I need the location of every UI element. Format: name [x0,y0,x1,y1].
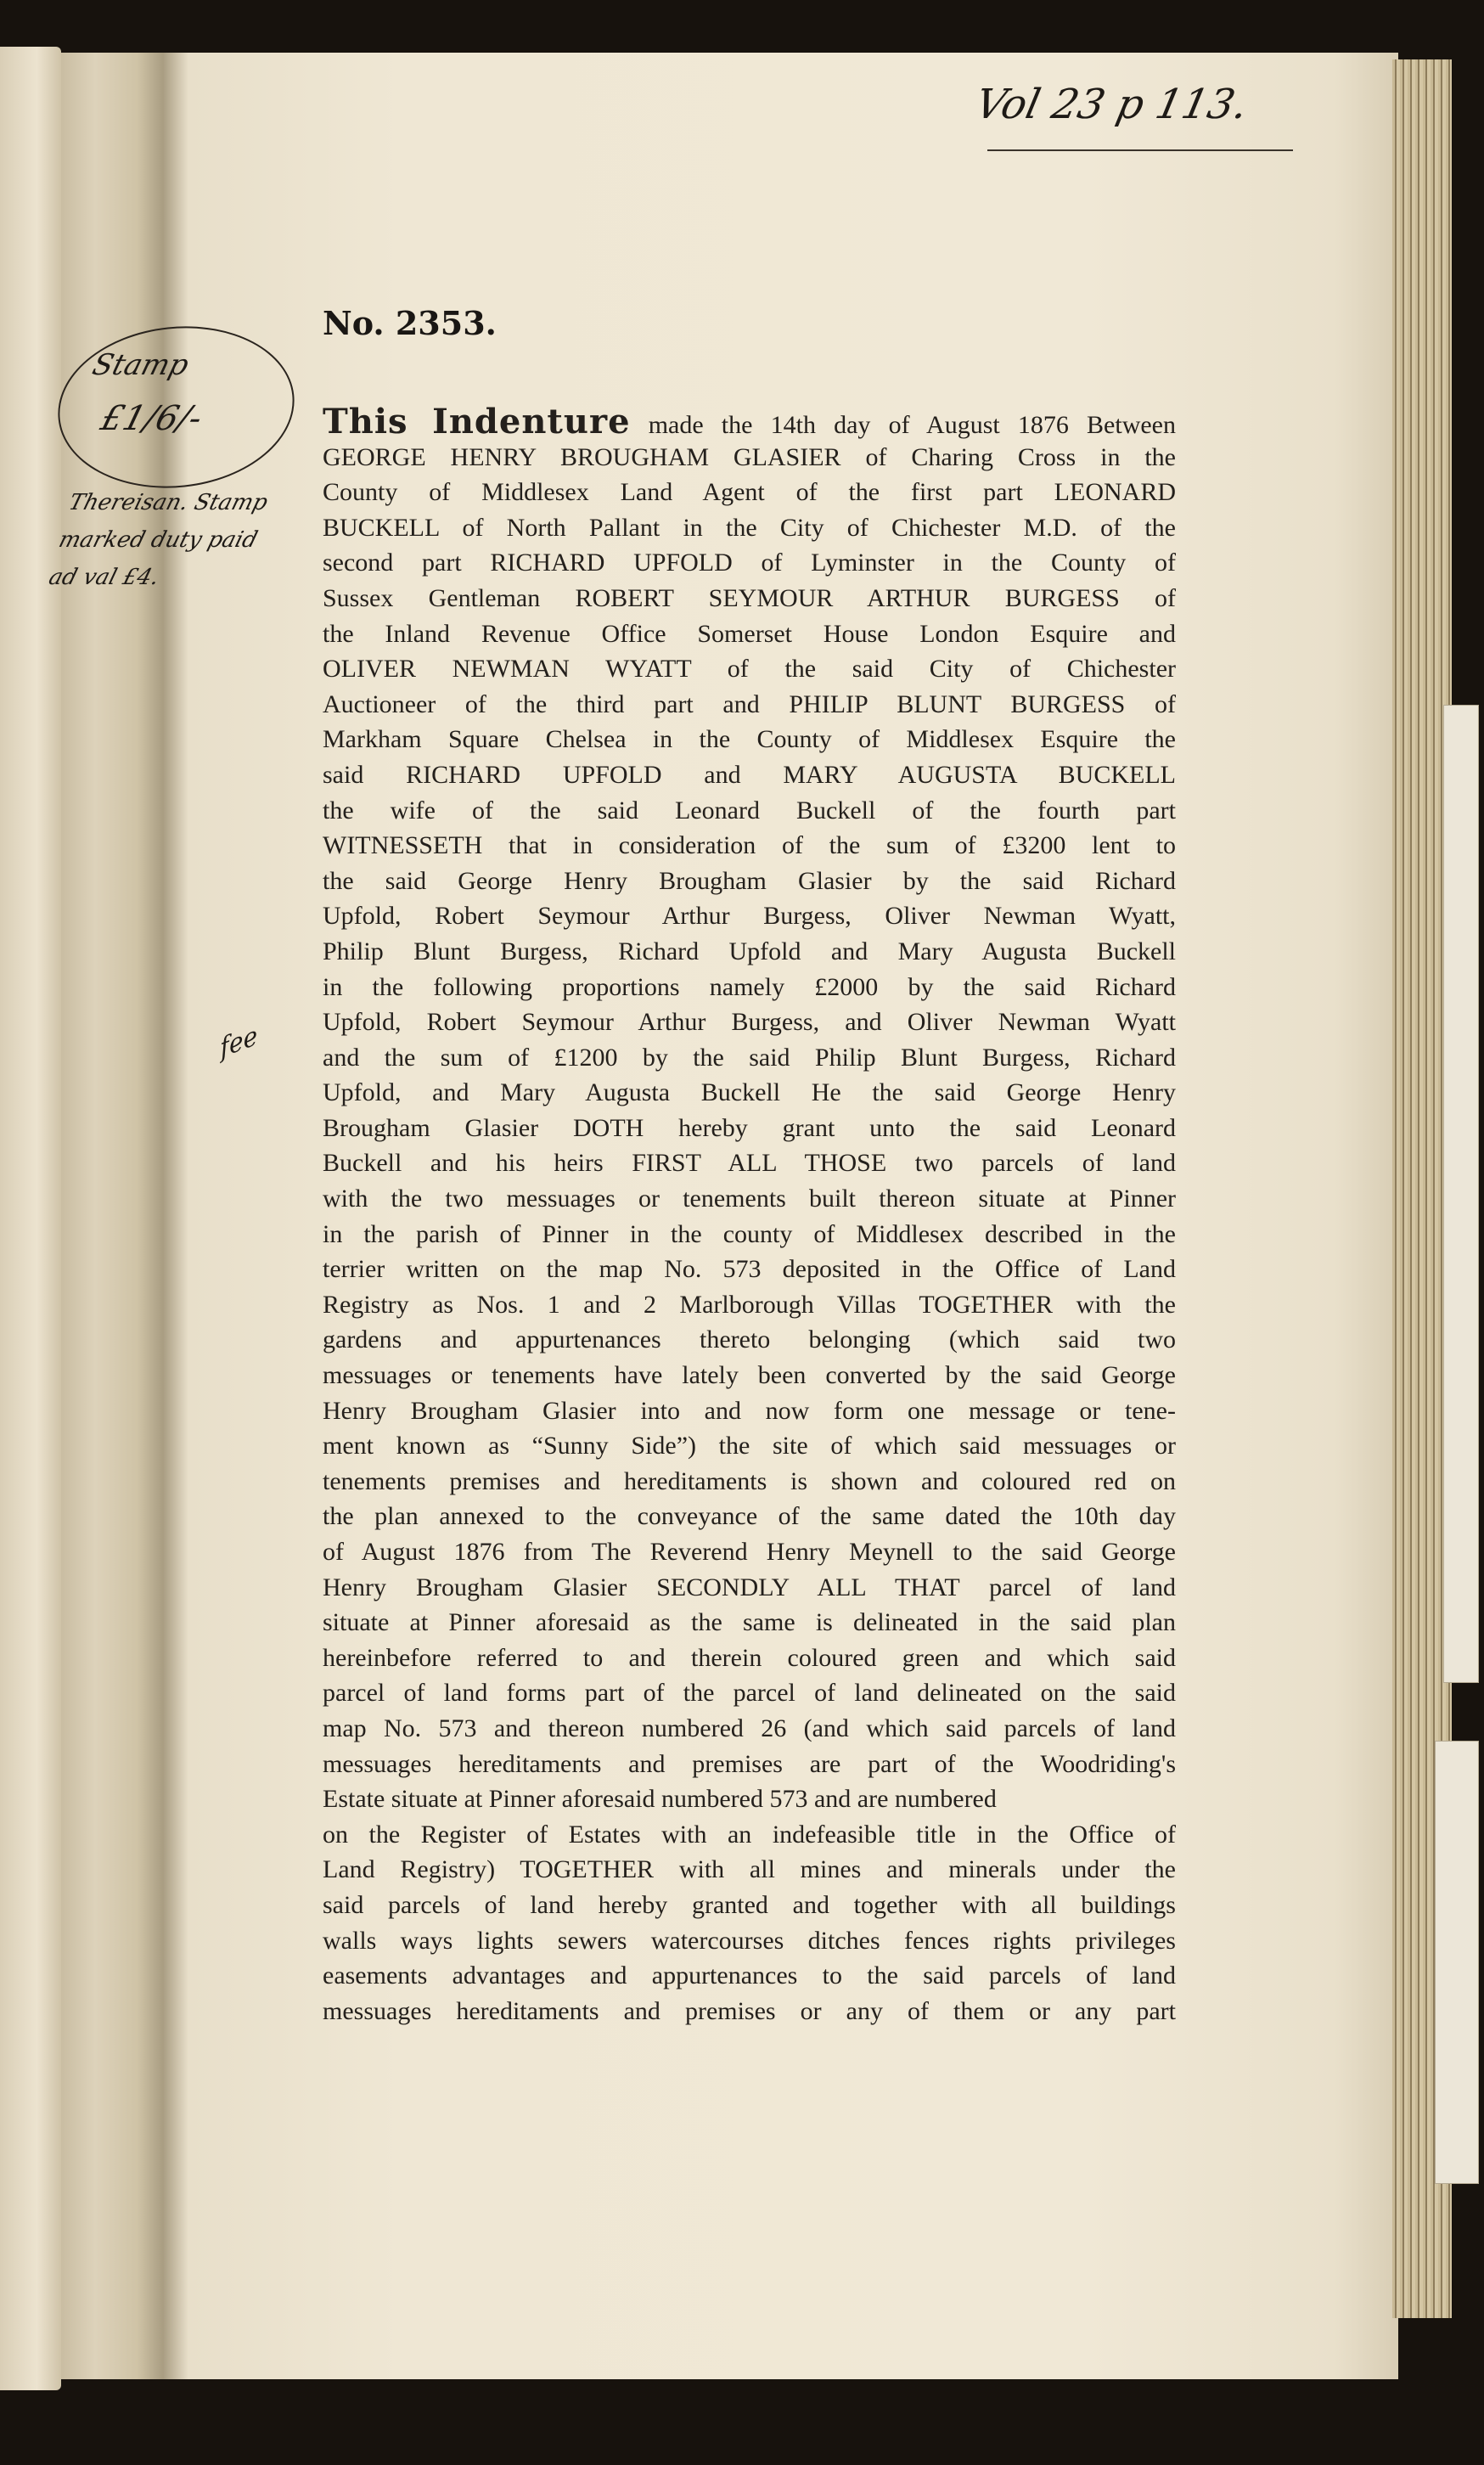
deed-line-text: tenements premises and hereditaments is shown and coloured red on [323,1466,1176,1495]
deed-line [323,1040,1176,1076]
deed-line-text: Henry Brougham Glasier SECONDLY ALL THAT parcel of land [323,1573,1176,1601]
deed-line-text: the wife of the said Leonard Buckell of the fourth part [323,796,1176,824]
deed-line [323,545,1176,581]
deed-line [323,1534,1176,1570]
deed-line-text: Sussex Gentleman ROBERT SEYMOUR ARTHUR BURGESS of [323,583,1176,612]
deed-line [323,970,1176,1005]
deed-line [323,1711,1176,1747]
deed-line-text: Markham Square Chelsea in the County of Middlesex Esquire the [323,725,1176,754]
deed-line-text: made the 14th day of August 1876 Between [648,411,1177,439]
deed-line-text: GEORGE HENRY BROUGHAM GLASIER of Charing Cross in the [323,442,1176,471]
deed-line-text: easements advantages and appurtenances to the said parcels of land [323,1961,1176,1990]
deed-line [323,1358,1176,1393]
deed-line-text: of August 1876 from The Reverend Henry Meynell to the said George [323,1538,1176,1566]
deed-line [323,898,1176,934]
deed-line-text: Upfold, and Mary Augusta Buckell He the said George Henry [323,1078,1176,1107]
deed-line [323,1145,1176,1181]
deed-line [323,616,1176,652]
deed-line-text: gardens and appurtenances thereto belonging (which said two [323,1325,1176,1354]
deed-line-text: with the two messuages or tenements built thereon situate at Pinner [323,1185,1176,1213]
deed-line [323,475,1176,510]
deed-line-text: Estate situate at Pinner aforesaid numbered 573 and are numbered [323,1785,997,1814]
deed-line-text: the said George Henry Brougham Glasier by the said Richard [323,866,1176,895]
stamp-note [44,484,272,596]
deed-line [323,1217,1176,1252]
reference-underline [987,149,1293,151]
deed-line-text: ment known as “Sunny Side”) the site of which said messuages or [323,1432,1176,1460]
deed-line [323,1111,1176,1146]
volume-reference: Vol 23 p 113. [971,81,1252,128]
deed-line-text: messuages or tenements have lately been converted by the said George [323,1361,1176,1390]
deed-line-text: Philip Blunt Burgess, Richard Upfold and Mary Augusta Buckell [323,937,1176,965]
deed-line-text: Registry as Nos. 1 and 2 Marlborough Villas TOGETHER with the [323,1290,1176,1319]
deed-line [323,1499,1176,1534]
deed-line-text: OLIVER NEWMAN WYATT of the said City of Chichester [323,655,1176,684]
deed-line [323,1994,1176,2029]
deed-line [323,1075,1176,1111]
deed-line [323,1817,1176,1853]
deed-line-text: the plan annexed to the conveyance of the same dated the 10th day [323,1502,1176,1531]
deed-line [323,1322,1176,1358]
deed-line-text: Brougham Glasier DOTH hereby grant unto the said Leonard [323,1113,1176,1142]
deed-line-text: Land Registry) TOGETHER with all mines and minerals under the [323,1855,1176,1884]
opening-words: This Indenture [323,402,631,442]
deed-line-text: Auctioneer of the third part and PHILIP BLUNT BURGESS of [323,689,1176,718]
stamp-note-line: marked duty paid [55,527,261,553]
deed-line-text: BUCKELL of North Pallant in the City of Chichester M.D. of the [323,513,1176,542]
deed-line-text: map No. 573 and thereon numbered 26 (and which said parcels of land [323,1714,1176,1742]
deed-line-text: WITNESSETH that in consideration of the sum of £3200 lent to [323,831,1176,860]
deed-line-text: second part RICHARD UPFOLD of Lyminster in the County of [323,549,1176,577]
deed-line [323,581,1176,616]
deed-line [323,1781,1176,1817]
deed-line [323,1958,1176,1994]
deed-line [323,1888,1176,1923]
deed-line [323,793,1176,829]
facing-page-edge [0,47,61,2390]
deed-line [323,1570,1176,1606]
deed-line [323,1852,1176,1888]
deed-line-text: said RICHARD UPFOLD and MARY AUGUSTA BUCKELL [323,760,1176,789]
deed-line [323,1005,1176,1040]
deed-line [323,1923,1176,1959]
deed-line [323,510,1176,546]
deed-line [323,1747,1176,1782]
deed-line-text: the Inland Revenue Office Somerset House London Esquire and [323,619,1176,648]
deed-line [323,1641,1176,1676]
deed-line-text: messuages hereditaments and premises are part of the Woodriding's [323,1749,1176,1778]
deed-line [323,757,1176,793]
deed-line [323,1287,1176,1323]
deed-line-text: situate at Pinner aforesaid as the same is delineated in the said plan [323,1608,1176,1637]
deed-line [323,864,1176,899]
deed-line-text: hereinbefore referred to and therein coloured green and which said [323,1643,1176,1672]
page-tab [1443,705,1479,1683]
deed-line [323,722,1176,757]
deed-line [323,828,1176,864]
deed-line [323,1252,1176,1287]
deed-line [323,934,1176,970]
deed-line-text: Upfold, Robert Seymour Arthur Burgess, Oliver Newman Wyatt, [323,902,1176,931]
deed-line-text: in the following proportions namely £2000 by the said Richard [323,972,1176,1001]
deed-line [323,651,1176,687]
deed-line [323,440,1176,476]
stamp-amount: £1/6/- [96,399,206,438]
deed-line-text: on the Register of Estates with an indefeasible title in the Office of [323,1820,1176,1849]
deed-line-text: said parcels of land hereby granted and together with all buildings [323,1890,1176,1919]
deed-line-text: in the parish of Pinner in the county of Middlesex described in the [323,1219,1176,1248]
deed-line [323,404,1176,440]
deed-line [323,1181,1176,1217]
deed-line-text: Upfold, Robert Seymour Arthur Burgess, and Oliver Newman Wyatt [323,1008,1176,1037]
deed-text [323,404,1176,2029]
deed-line-text: terrier written on the map No. 573 deposited in the Office of Land [323,1255,1176,1284]
page-tab [1435,1741,1479,2184]
stamp-note-line: Thereisan. Stamp [65,490,271,515]
deed-line [323,1464,1176,1500]
deed-line-text: County of Middlesex Land Agent of the first part LEONARD [323,478,1176,507]
stamp-label: Stamp [88,348,193,382]
deed-line [323,1605,1176,1641]
deed-line-text: walls ways lights sewers watercourses ditches fences rights privileges [323,1926,1176,1955]
deed-line-text: parcel of land forms part of the parcel of land delineated on the said [323,1679,1176,1708]
deed-line [323,1428,1176,1464]
fee-note: fee [218,1020,259,1065]
deed-line [323,1393,1176,1429]
deed-line-text: and the sum of £1200 by the said Philip Blunt Burgess, Richard [323,1043,1176,1072]
deed-line [323,1675,1176,1711]
deed-line-text: Henry Brougham Glasier into and now form one message or tene- [323,1396,1176,1425]
deed-line-text: Buckell and his heirs FIRST ALL THOSE two parcels of land [323,1149,1176,1178]
deed-line [323,687,1176,723]
stamp-note-line: ad val £4. [46,565,162,590]
deed-number: No. 2353. [323,304,497,342]
deed-line-text: messuages hereditaments and premises or any of them or any part [323,1996,1176,2025]
